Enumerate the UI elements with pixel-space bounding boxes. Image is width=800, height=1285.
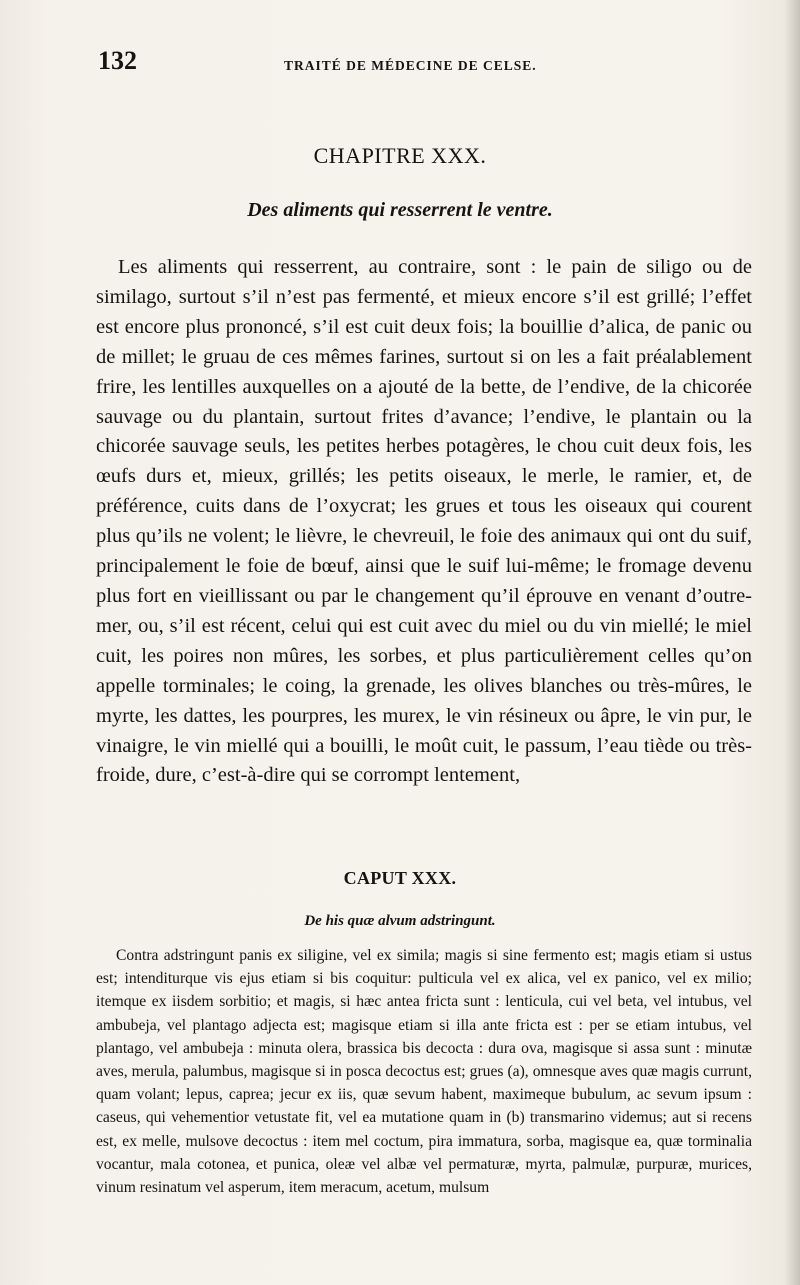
running-title: TRAITÉ DE MÉDECINE DE CELSE. xyxy=(284,58,537,73)
latin-paragraph: Contra adstringunt panis ex siligine, vel ex simila; magis si sine fermento est; magis etiam si ustus est; intenditurque vis ejus etiam si bis coquitur: pulticula vel ex alica, vel ex panico, vel ex milio; itemque ex iisdem sorbitio; et magis, si hæc antea fricta sunt : lenticula, cui vel beta, vel intubus, vel ambubeja, vel plantago adjecta est; magisque etiam si illa ante fricta est : per se etiam intubus, vel plantago, vel ambubeja : minuta olera, brassica bis decocta : dura ova, magisque si assa sunt : minutæ aves, merula, palumbus, magisque si in posca decoctus est; grues (a), omnesque aves quæ magis currunt, quam volant; lepus, caprea; jecur ex iis, quæ sevum habent, maximeque bubulum, ac sevum ipsum : caseus, qui vehementior vetustate fit, vel ea mutatione quam in (b) transmarino videmus; aut si recens est, ex melle, mulsove decoctus : item mel coctum, pira immatura, sorba, magisque ea, quæ torminalia vocantur, mala cotonea, et punica, oleæ vel albæ vel permaturæ, myrta, palmulæ, purpuræ, murices, vinum resinatum vel asperum, item meracum, acetum, mulsum xyxy=(96,947,752,1197)
chapter-title: CHAPITRE XXX. xyxy=(313,143,487,168)
caput-title: CAPUT XXX. xyxy=(343,868,457,888)
chapter-subtitle: Des aliments qui resserrent le ventre. xyxy=(247,199,553,221)
page-number: 132 xyxy=(98,46,137,75)
caput-subtitle: De his quæ alvum adstringunt. xyxy=(304,913,496,929)
french-paragraph: Les aliments qui resserrent, au contraire, sont : le pain de siligo ou de similago, surtout s’il n’est pas fermenté, et mieux encore s’il est grillé; l’effet est encore plus prononcé, s’il est cuit deux fois; la bouillie d’alica, de panic ou de millet; le gruau de ces mêmes farines, surtout si on les a fait préalablement frire, les lentilles auxquelles on a ajouté de la bette, de l’endive, de la chicorée sauvage ou du plantain, surtout frites d’avance; l’endive, le plantain ou la chicorée sauvage seuls, les petites herbes potagères, le chou cuit deux fois, les œufs durs et, mieux, grillés; les petits oiseaux, le merle, le ramier, et, de préférence, cuits dans de l’oxycrat; les grues et tous les oiseaux qui courent plus qu’ils ne volent; le lièvre, le chevreuil, le foie des animaux qui ont du suif, principalement le foie de bœuf, ainsi que le suif lui-même; le fromage devenu plus fort en vieillissant ou par le changement qu’il éprouve en venant d’outre-mer, ou, s’il est récent, celui qui est cuit avec du miel ou du vin miellé; le miel cuit, les poires non mûres, les sorbes, et plus particulièrement celles qu’on appelle torminales; le coing, la grenade, les olives blanches ou très-mûres, le myrte, les dattes, les pourpres, les murex, le vin résineux ou âpre, le vin pur, le vinaigre, le vin miellé qui a bouilli, le moût cuit, le passum, l’eau tiède ou très-froide, dure, c’est-à-dire qui se corrompt lentement, xyxy=(96,256,752,787)
page-edge-shadow xyxy=(784,0,800,1285)
running-head xyxy=(98,46,750,80)
